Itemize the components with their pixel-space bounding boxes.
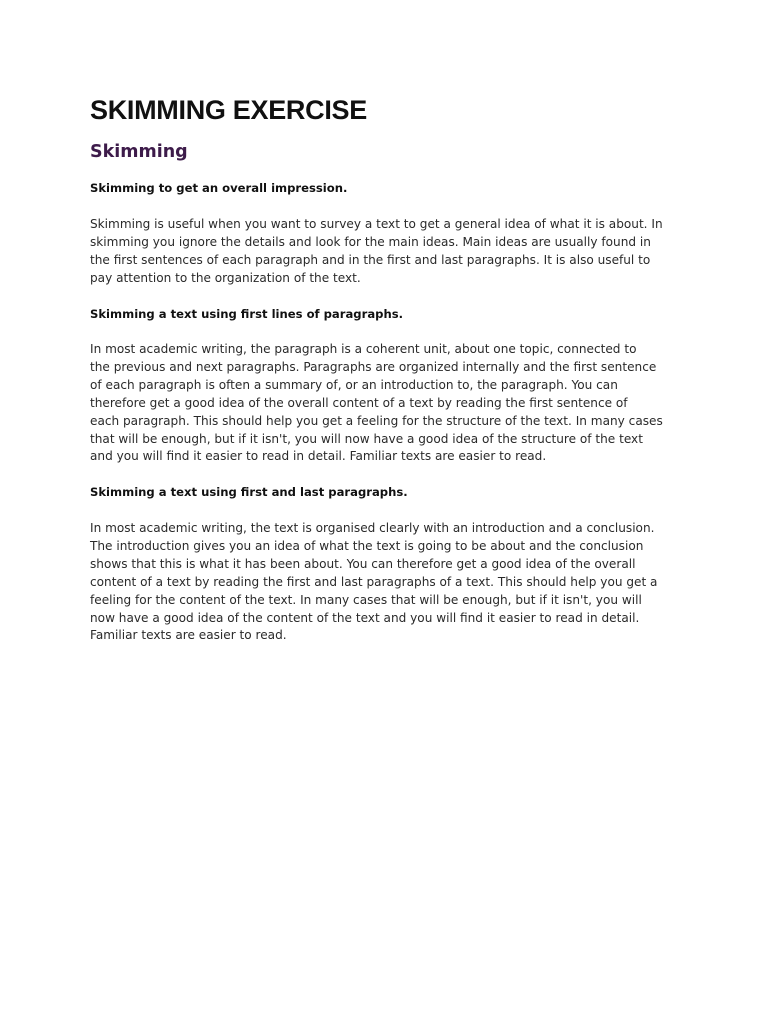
paragraph-line: In most academic writing, the paragraph is a coherent unit, about one topic, connected to bbox=[90, 342, 637, 356]
paragraph-first-lines bbox=[90, 341, 690, 466]
subheading-overall-impression: Skimming to get an overall impression. bbox=[90, 181, 348, 195]
document-title: SKIMMING EXERCISE bbox=[90, 95, 367, 125]
paragraph-line: Familiar texts are easier to read. bbox=[90, 628, 287, 643]
paragraph-line: In most academic writing, the text is organised clearly with an introduction and a conclusion. bbox=[90, 521, 655, 535]
paragraph-line: content of a text by reading the first and last paragraphs of a text. This should help you get a bbox=[90, 574, 658, 589]
paragraph-first-last-paragraphs bbox=[90, 520, 690, 645]
paragraph-line: of each paragraph is often a summary of, or an introduction to, the paragraph. You can bbox=[90, 377, 618, 392]
paragraph-overall-impression bbox=[90, 216, 690, 288]
paragraph-line: therefore get a good idea of the overall content of a text by reading the first sentence of bbox=[90, 395, 628, 410]
paragraph-line: now have a good idea of the content of the text and you will find it easier to read in detail. bbox=[90, 610, 640, 625]
subheading-first-last-paragraphs: Skimming a text using first and last paragraphs. bbox=[90, 485, 408, 499]
paragraph-line: and you will find it easier to read in detail. Familiar texts are easier to read. bbox=[90, 449, 547, 464]
paragraph-line: shows that this is what it has been about. You can therefore get a good idea of the overall bbox=[90, 556, 636, 571]
paragraph-line: each paragraph. This should help you get a feeling for the structure of the text. In many cases bbox=[90, 413, 663, 428]
subheading-first-lines: Skimming a text using first lines of paragraphs. bbox=[90, 307, 403, 321]
section-heading: Skimming bbox=[90, 142, 188, 162]
paragraph-line: skimming you ignore the details and look for the main ideas. Main ideas are usually found in bbox=[90, 234, 651, 249]
paragraph-line: that will be enough, but if it isn't, you will now have a good idea of the structure of the text bbox=[90, 431, 643, 446]
paragraph-line: The introduction gives you an idea of what the text is going to be about and the conclusion bbox=[90, 538, 644, 553]
paragraph-line: the previous and next paragraphs. Paragraphs are organized internally and the first sentence bbox=[90, 359, 657, 374]
paragraph-line: Skimming is useful when you want to survey a text to get a general idea of what it is about. In bbox=[90, 217, 663, 231]
paragraph-line: pay attention to the organization of the text. bbox=[90, 270, 361, 285]
paragraph-line: the first sentences of each paragraph and in the first and last paragraphs. It is also useful to bbox=[90, 252, 651, 267]
paragraph-line: feeling for the content of the text. In many cases that will be enough, but if it isn't, you will bbox=[90, 592, 642, 607]
